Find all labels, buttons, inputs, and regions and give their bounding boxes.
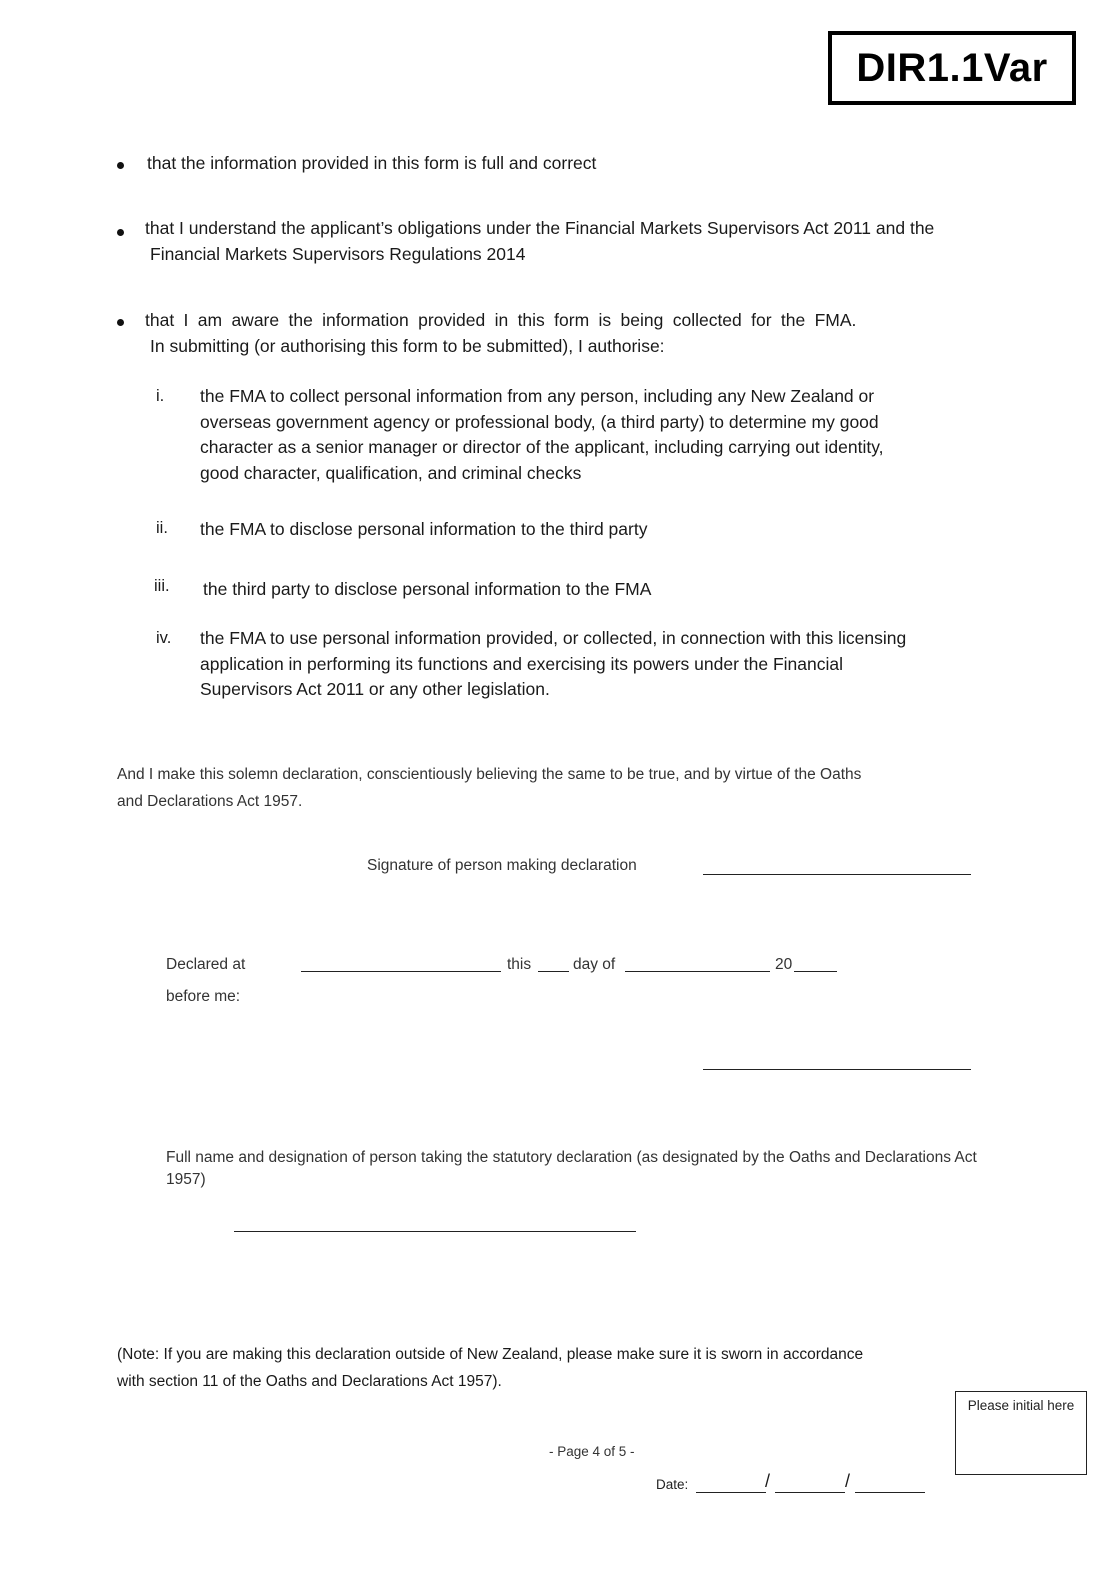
bullet-text: that the information provided in this form is full and correct bbox=[147, 153, 597, 173]
initial-box[interactable] bbox=[955, 1391, 1087, 1475]
bullet-text: that I am aware the information provided in this form is being collected for the FMA. bbox=[145, 310, 857, 330]
list-numeral: iii. bbox=[154, 577, 170, 595]
bullet-icon bbox=[117, 229, 124, 236]
bullet-text-continued: Financial Markets Supervisors Regulations 2014 bbox=[150, 244, 526, 264]
month-field[interactable] bbox=[625, 971, 770, 972]
note-line: with section 11 of the Oaths and Declarations Act 1957). bbox=[117, 1373, 502, 1390]
witness-name-field[interactable] bbox=[234, 1231, 636, 1232]
date-separator: / bbox=[765, 1471, 771, 1491]
year-field[interactable] bbox=[794, 971, 837, 972]
signature-field[interactable] bbox=[703, 874, 971, 875]
witness-label-line: Full name and designation of person taking the statutory declaration (as designated by the Oaths and Declarations Act bbox=[166, 1149, 977, 1166]
bullet-text-continued: In submitting (or authorising this form to be submitted), I authorise: bbox=[150, 336, 665, 356]
witness-label-line: 1957) bbox=[166, 1171, 206, 1188]
page-number: - Page 4 of 5 - bbox=[549, 1444, 635, 1459]
list-item-text bbox=[200, 626, 906, 703]
note-paragraph bbox=[117, 1341, 863, 1395]
bullet-text: that I understand the applicant’s obligations under the Financial Markets Supervisors Act 2011 and the bbox=[145, 218, 935, 238]
list-numeral: iv. bbox=[156, 629, 172, 647]
day-of-label: day of bbox=[573, 956, 616, 973]
list-item-line: the FMA to use personal information provided, or collected, in connection with this licensing bbox=[200, 628, 907, 648]
date-year-field[interactable] bbox=[855, 1492, 925, 1493]
declaration-line: And I make this solemn declaration, conscientiously believing the same to be true, and by virtue of the Oaths bbox=[117, 766, 862, 783]
note-line: (Note: If you are making this declaration outside of New Zealand, please make sure it is sworn in accordance bbox=[117, 1346, 864, 1363]
day-field[interactable] bbox=[538, 971, 569, 972]
list-item-line: the FMA to collect personal information from any person, including any New Zealand or bbox=[200, 386, 875, 406]
witness-label bbox=[166, 1147, 977, 1191]
list-item-line: application in performing its functions and exercising its powers under the Financial bbox=[200, 653, 843, 674]
before-me-label: before me: bbox=[166, 988, 241, 1005]
date-separator: / bbox=[845, 1471, 851, 1491]
declaration-paragraph bbox=[117, 761, 861, 815]
declared-at-label: Declared at bbox=[166, 956, 246, 973]
list-item-text bbox=[200, 384, 884, 486]
list-numeral: i. bbox=[156, 387, 165, 405]
initial-box-label: Please initial here bbox=[967, 1398, 1075, 1413]
list-item-line: Supervisors Act 2011 or any other legislation. bbox=[200, 679, 550, 699]
date-month-field[interactable] bbox=[775, 1492, 845, 1493]
declared-at-place-field[interactable] bbox=[301, 971, 501, 972]
witness-signature-field[interactable] bbox=[703, 1069, 971, 1070]
bullet-icon bbox=[117, 162, 124, 169]
list-numeral: ii. bbox=[156, 519, 168, 537]
list-item-line: good character, qualification, and criminal checks bbox=[200, 462, 582, 483]
date-day-field[interactable] bbox=[696, 1492, 766, 1493]
list-item-line: overseas government agency or professional body, (a third party) to determine my good bbox=[200, 411, 879, 432]
form-code-badge: DIR1.1Var bbox=[828, 31, 1076, 105]
signature-label: Signature of person making declaration bbox=[367, 857, 637, 874]
list-item-text: the FMA to disclose personal information to the third party bbox=[200, 519, 648, 539]
date-label: Date: bbox=[656, 1477, 689, 1492]
bullet-icon bbox=[117, 319, 124, 326]
year-prefix-label: 20 bbox=[775, 956, 793, 973]
list-item-line: character as a senior manager or director of the applicant, including carrying out identity, bbox=[200, 437, 884, 457]
list-item-text: the third party to disclose personal information to the FMA bbox=[203, 579, 652, 599]
declaration-line: and Declarations Act 1957. bbox=[117, 793, 303, 810]
this-label: this bbox=[507, 956, 532, 973]
